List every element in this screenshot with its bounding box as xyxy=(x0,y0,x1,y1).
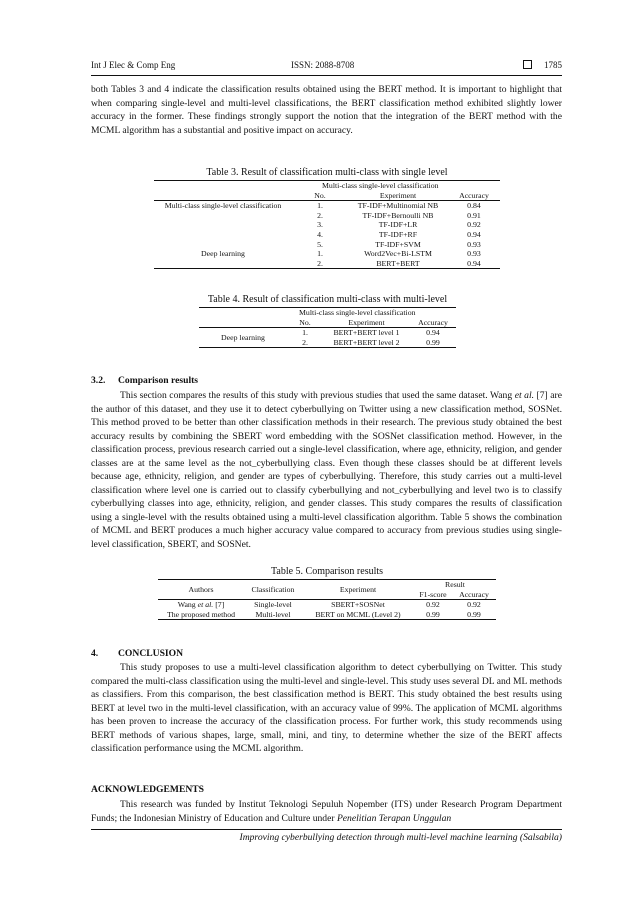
table-row xyxy=(154,211,500,221)
table-row xyxy=(154,201,500,211)
table-row xyxy=(154,240,500,250)
table5-cell-classification: Single-level xyxy=(254,600,292,610)
table5-subcol-accuracy: Accuracy xyxy=(452,590,496,600)
table3-cell-experiment: Word2Vec+Bi-LSTM xyxy=(364,249,432,259)
table3-cell-no: 2. xyxy=(317,258,323,268)
acknowledgements-paragraph xyxy=(91,798,562,825)
table5-cell-f1: 0.99 xyxy=(426,609,440,619)
table5-caption: Table 5. Comparison results xyxy=(270,566,384,577)
table3-cell-experiment: TF-IDF+Multinomial NB xyxy=(357,201,439,211)
text-run: [7] are the author of this dataset, and they use it to detect cyberbullying on Twitter using a new classification method, SOSNet. This method proved to be better than other classification methods in their research. The previous study obtained the best accuracy results by combining the SBERT word embedding with the SOSNet classification method. However, in the classification process, previous research carried out a single-level classification, where age, ethnicity, religion, and gender classes are at the same level as the not_cyberbullying class. Even though these classes should be at different levels because age, ethnicity, religion, and gender are types of cyberbullying. Therefore, this study carries out a multi-level classification where level one is carried out to classify cyberbullying and not_cyberbullying and level two is to classify cyberbullying classes into age, ethnicity, religion, and gender classes. This study compares the results of classification using a single-level with the results obtained using a multi-level classification algorithm. Table 5 shows the combination of MCML and BERT produces a much higher accuracy value compared to accuracy from previous studies using single-level classification, SBERT, and SOSNet. xyxy=(91,390,562,550)
section-title: CONCLUSION xyxy=(118,648,184,659)
running-footer: Improving cyberbullying detection through multi-level machine learning (Salsabila) xyxy=(239,832,562,843)
table4-cell-experiment: BERT+BERT level 1 xyxy=(333,328,400,338)
conclusion-heading xyxy=(91,648,183,659)
table3-cell-experiment: TF-IDF+RF xyxy=(378,229,418,239)
table3-cell-no: 1. xyxy=(317,201,323,211)
intro-paragraph: both Tables 3 and 4 indicate the classification results obtained using the BERT method. It is important to highlight that when comparing single-level and multi-level classifications, the BERT classification method exhibited slightly lower accuracy in the former. These findings strongly support the notion that the integration of the BERT method with the MCML algorithm has a substantial and positive impact on accuracy. xyxy=(91,84,562,136)
table3-col-experiment: Experiment xyxy=(348,191,448,201)
table3-category: Deep learning xyxy=(201,249,245,259)
table4-cell-experiment: BERT+BERT level 2 xyxy=(333,337,400,347)
table-row xyxy=(158,610,496,620)
table4 xyxy=(199,307,456,348)
table4-cell-no: 1. xyxy=(302,328,308,338)
text-run-italic: Penelitian Terapan Unggulan xyxy=(336,812,452,824)
table5-cell-classification: Multi-level xyxy=(255,609,291,619)
text-run-italic: et al. xyxy=(197,600,214,610)
issn: ISSN: 2088-8708 xyxy=(291,60,355,70)
page-number-block xyxy=(523,60,562,70)
table-row xyxy=(154,220,500,230)
table3-caption: Table 3. Result of classification multi-class with single level xyxy=(206,167,448,178)
table3-cell-accuracy: 0.91 xyxy=(467,210,481,220)
table5-col-experiment: Experiment xyxy=(302,580,414,600)
section-title: Comparison results xyxy=(118,375,199,386)
table3-cell-accuracy: 0.84 xyxy=(467,201,481,211)
table5-cell-author: The proposed method xyxy=(167,609,235,619)
section-3-2-heading xyxy=(91,375,198,386)
page-header xyxy=(91,60,562,74)
table5-col-classification: Classification xyxy=(244,580,302,600)
table4-cell-accuracy: 0.94 xyxy=(426,328,440,338)
section-number: 3.2. xyxy=(91,375,106,386)
table5-col-result: Result xyxy=(445,580,465,589)
table3-col-no: No. xyxy=(292,191,348,201)
text-run-italic: et al. xyxy=(514,390,535,401)
table3-cell-no: 4. xyxy=(317,229,323,239)
table3-group-header: Multi-class single-level classification xyxy=(322,181,439,190)
table4-group-header: Multi-class single-level classification xyxy=(299,308,416,317)
text-run: Wang xyxy=(177,600,198,610)
table5-cell-experiment: BERT on MCML (Level 2) xyxy=(315,609,401,619)
table5-cell-f1: 0.92 xyxy=(426,600,440,610)
table4-caption: Table 4. Result of classification multi-class with multi-level xyxy=(207,294,448,305)
table3-cell-no: 1. xyxy=(317,249,323,259)
table3-cell-experiment: TF-IDF+Bernoulli NB xyxy=(362,210,434,220)
table-row xyxy=(158,600,496,610)
table5-subcol-f1: F1-score xyxy=(414,590,452,600)
section-number: 4. xyxy=(91,648,99,659)
table3-category: Multi-class single-level classification xyxy=(164,201,282,211)
table3-cell-accuracy: 0.94 xyxy=(467,258,481,268)
table4-col-experiment: Experiment xyxy=(323,318,410,328)
table-row xyxy=(154,230,500,240)
text-run: This section compares the results of this study with previous studies that used the same dataset. Wang xyxy=(120,390,515,401)
table3-col-accuracy: Accuracy xyxy=(448,191,500,201)
header-rule xyxy=(91,75,562,76)
table3-cell-accuracy: 0.94 xyxy=(467,229,481,239)
table5-cell-accuracy: 0.92 xyxy=(467,600,481,610)
table3-cell-experiment: BERT+BERT xyxy=(376,258,420,268)
text-run: This research was funded by Institut Teknologi Sepuluh Nopember (ITS) under Research Program Department Funds; the Indonesian Ministry of Education and Culture under xyxy=(91,799,562,824)
table5-col-authors: Authors xyxy=(158,580,244,600)
table5-cell-author xyxy=(158,600,244,610)
checkbox-icon xyxy=(523,60,532,69)
section-3-2-paragraph xyxy=(91,389,562,551)
table-row xyxy=(154,259,500,269)
journal-name: Int J Elec & Comp Eng xyxy=(91,60,176,70)
table4-cell-accuracy: 0.99 xyxy=(426,337,440,347)
table-row xyxy=(154,249,500,259)
table3-cell-no: 2. xyxy=(317,210,323,220)
table3-cell-accuracy: 0.93 xyxy=(467,249,481,259)
table4-category: Deep learning xyxy=(221,332,265,342)
table5 xyxy=(158,579,496,620)
table3-cell-accuracy: 0.93 xyxy=(467,239,481,249)
table-row xyxy=(199,328,456,338)
table3-cell-no: 5. xyxy=(317,239,323,249)
conclusion-paragraph: This study proposes to use a multi-level classification algorithm to detect cyberbullying on Twitter. This study compared the multi-class classification using the multi-level and single-level. This study uses several DL and ML methods as classifiers. From this comparison, the best classification method is BERT. This study obtained the best results using BERT at level two in the multi-level classification, with an accuracy value of 99%. The application of MCML algorithms has been proven to increase the accuracy of the classification process. For further work, this study recommends using BERT methods of various shapes, large, small, mini, and tiny, to determine whether the size of the BERT affects classification performance using the MCML algorithm. xyxy=(91,662,562,754)
table3-cell-experiment: TF-IDF+LR xyxy=(378,220,418,230)
acknowledgements-heading: ACKNOWLEDGEMENTS xyxy=(91,784,205,795)
table4-cell-no: 2. xyxy=(302,337,308,347)
table4-col-no: No. xyxy=(287,318,323,328)
footer-rule xyxy=(91,829,562,830)
page-number: 1785 xyxy=(544,60,562,70)
table3 xyxy=(154,180,500,269)
table4-col-accuracy: Accuracy xyxy=(410,318,456,328)
table5-cell-experiment: SBERT+SOSNet xyxy=(331,600,385,610)
table3-cell-experiment: TF-IDF+SVM xyxy=(375,239,421,249)
table5-cell-accuracy: 0.99 xyxy=(467,609,481,619)
table3-cell-no: 3. xyxy=(317,220,323,230)
table3-cell-accuracy: 0.92 xyxy=(467,220,481,230)
text-run: [7] xyxy=(213,600,225,610)
